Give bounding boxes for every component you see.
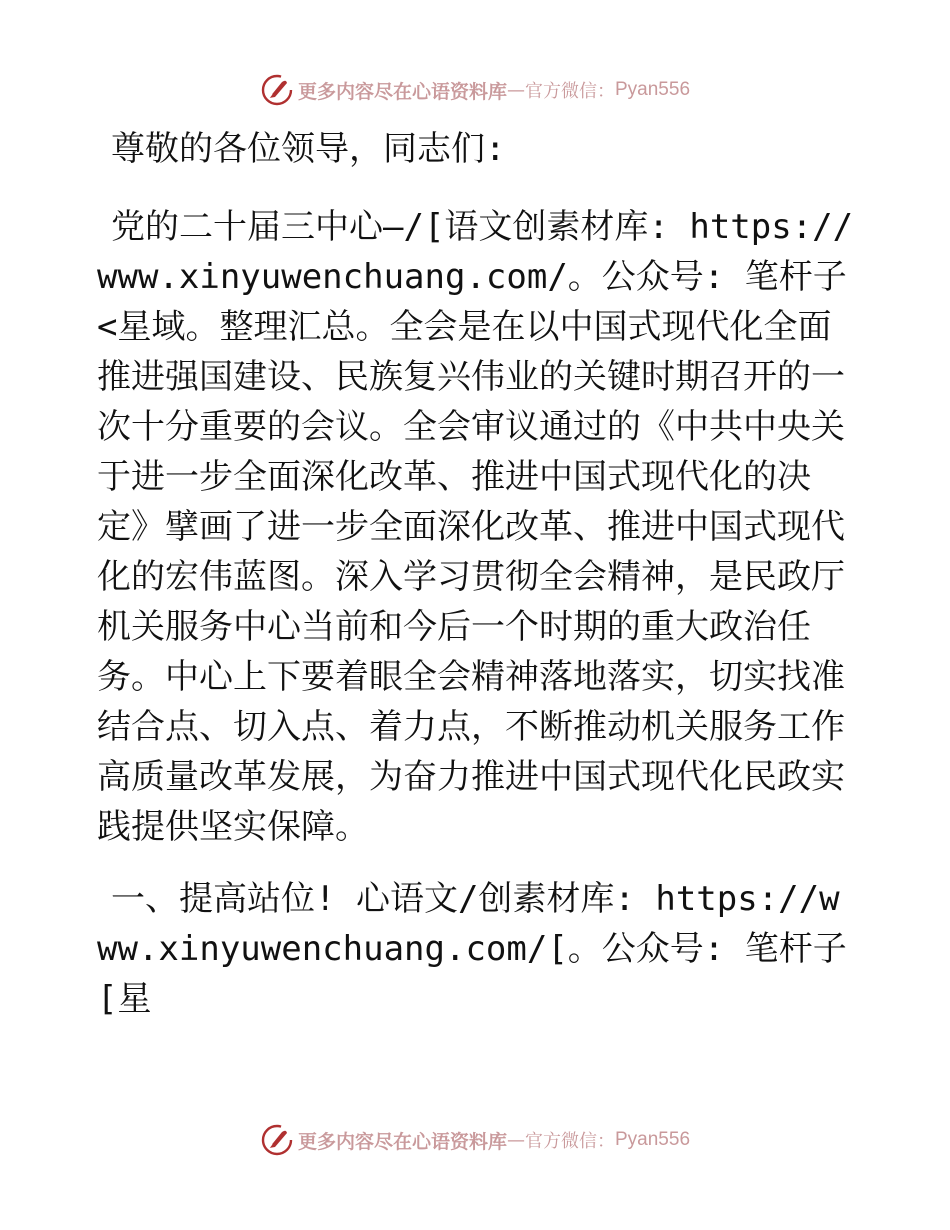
watermark-group <box>260 1123 690 1157</box>
watermark-slogan: 更多内容尽在心语资料库 <box>297 80 507 103</box>
watermark-wechat-label: 官方微信： <box>525 1131 615 1152</box>
watermark-separator: — <box>507 79 525 101</box>
feather-pen-logo-icon <box>260 73 294 107</box>
header-watermark <box>0 70 950 110</box>
watermark-separator: — <box>507 1129 525 1151</box>
watermark-slogan: 更多内容尽在心语资料库 <box>297 1130 507 1153</box>
body-paragraph: 党的二十届三中心—/[语文创素材库: https://www.xinyuwenchuang.com/。公众号: 笔杆子<星域。整理汇总。全会是在以中国式现代化全面推进强国建设、民族复兴伟业的关键时期召开的一次十分重要的会议。全会审议通过的《中共中央关于进一步全面深化改革、推进中国式现代化的决定》擘画了进一步全面深化改革、推进中国式现代化的宏伟蓝图。深入学习贯彻全会精神，是民政厅机关服务中心当前和今后一个时期的重大政治任务。中心上下要着眼全会精神落地落实，切实找准结合点、切入点、着力点，不断推动机关服务工作高质量改革发展，为奋力推进中国式现代化民政实践提供坚实保障。 <box>97 207 854 847</box>
watermark-wechat-label: 官方微信： <box>525 81 615 102</box>
watermark-wechat-id: Pyan556 <box>615 79 691 100</box>
feather-pen-logo-icon <box>260 1123 294 1157</box>
document-body <box>97 124 857 1046</box>
watermark-group <box>260 73 690 107</box>
watermark-wechat-id: Pyan556 <box>615 1129 691 1150</box>
greeting-line: 尊敬的各位领导，同志们: <box>111 129 506 169</box>
section-heading: 一、提高站位! 心语文/创素材库: https://www.xinyuwenchuang.com/[。公众号: 笔杆子[星 <box>97 879 847 1019</box>
footer-watermark <box>0 1120 950 1160</box>
